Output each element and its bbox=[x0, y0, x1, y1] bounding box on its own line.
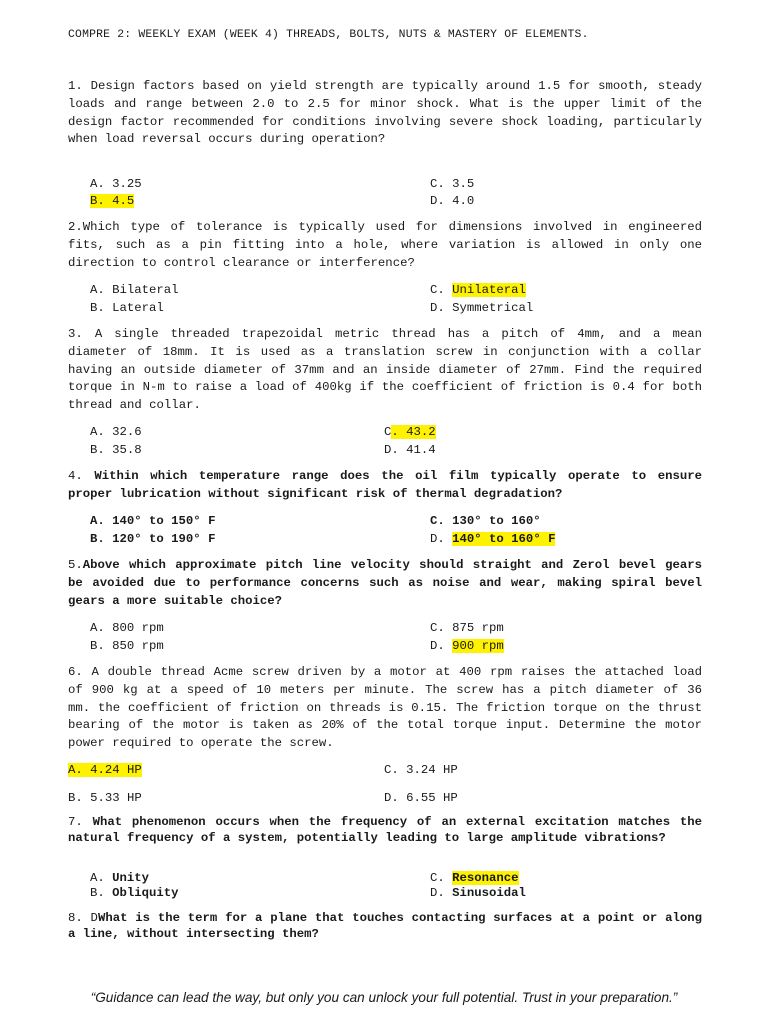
answer-highlight: 900 rpm bbox=[452, 639, 504, 653]
option-prefix: A. bbox=[90, 871, 113, 885]
q7-option-d bbox=[430, 886, 526, 901]
q2-option-a: A. Bilateral bbox=[90, 283, 179, 297]
q5-option-d bbox=[430, 638, 504, 655]
question-3: 3. A single threaded trapezoidal metric thread has a pitch of 4mm, and a mean diameter of 18mm. It is used as a translation screw in conjunction with a collar having an outside diameter of 37mm and an inside diameter of 27mm. Find the required torque in N-m to raise a load of 400kg if the coefficient of friction is 0.4 for both thread and collar. bbox=[68, 327, 702, 413]
question-number: 4. bbox=[68, 469, 83, 483]
question-text: What phenomenon occurs when the frequency of an external excitation matches the natural frequency of a system, potentially leading to large amplitude vibrations? bbox=[68, 815, 702, 845]
option-text: Obliquity bbox=[112, 886, 179, 900]
q7-option-a bbox=[90, 871, 149, 886]
q5-option-a: A. 800 rpm bbox=[90, 621, 164, 635]
answer-highlight: . 43.2 bbox=[391, 425, 436, 439]
q3-option-a: A. 32.6 bbox=[90, 425, 142, 439]
question-text: Within which temperature range does the oil film typically operate to ensure proper lubrication without significant risk of thermal degradation? bbox=[68, 469, 702, 501]
q1-option-c: C. 3.5 bbox=[430, 177, 475, 191]
option-prefix: D. bbox=[430, 886, 453, 900]
page-title: COMPRE 2: WEEKLY EXAM (WEEK 4) THREADS, BOLTS, NUTS & MASTERY OF ELEMENTS. bbox=[68, 29, 589, 41]
q1-option-d: D. 4.0 bbox=[430, 194, 475, 208]
question-number: 5. bbox=[68, 558, 83, 572]
option-prefix: C. bbox=[430, 871, 453, 885]
question-text: Above which approximate pitch line velocity should straight and Zerol bevel gears be avoided due to performance concerns such as noise and wear, making spiral bevel gears a more suitable choice? bbox=[68, 558, 702, 608]
q7-option-c bbox=[430, 871, 519, 886]
option-prefix: C bbox=[384, 425, 392, 439]
q1-option-a: A. 3.25 bbox=[90, 177, 142, 191]
question-4 bbox=[68, 468, 702, 504]
q6-option-b: B. 5.33 HP bbox=[68, 791, 142, 805]
answer-highlight: Resonance bbox=[452, 871, 519, 885]
question-2: 2.Which type of tolerance is typically used for dimensions involved in engineered fits, such as a pin fitting into a hole, where variation is allowed in only one direction to control clearance or interference? bbox=[68, 220, 702, 270]
q4-option-c: C. 130° to 160° bbox=[430, 514, 541, 528]
option-text: Unity bbox=[112, 871, 150, 885]
q3-option-b: B. 35.8 bbox=[90, 443, 142, 457]
option-prefix: D. bbox=[430, 532, 453, 546]
option-prefix: B. bbox=[90, 886, 113, 900]
q4-option-b: B. 120° to 190° F bbox=[90, 532, 216, 546]
q7-option-b bbox=[90, 886, 179, 901]
question-1: 1. Design factors based on yield strength are typically around 1.5 for smooth, steady loads and range between 2.0 to 2.5 for minor shock. What is the upper limit of the design factor recommended for conditions involving severe shock loading, particularly when load reversal occurs during operation? bbox=[68, 79, 702, 147]
q5-option-b: B. 850 rpm bbox=[90, 639, 164, 653]
q3-option-d: D. 41.4 bbox=[384, 443, 436, 457]
answer-highlight: A. 4.24 HP bbox=[68, 763, 142, 777]
answer-highlight: 140° to 160° F bbox=[452, 532, 556, 546]
q3-option-c bbox=[384, 424, 436, 441]
question-5 bbox=[68, 557, 702, 610]
q4-option-a: A. 140° to 150° F bbox=[90, 514, 216, 528]
question-8 bbox=[68, 910, 702, 942]
footer-quote: “Guidance can lead the way, but only you can unlock your full potential. Trust in your preparation.” bbox=[90, 990, 678, 1005]
question-text: What is the term for a plane that touches contacting surfaces at a point or along a line, without intersecting them? bbox=[68, 911, 702, 941]
q6-option-c: C. 3.24 HP bbox=[384, 763, 458, 777]
q6-option-a bbox=[68, 762, 142, 779]
question-number: 7. bbox=[68, 815, 83, 829]
q4-option-d bbox=[430, 531, 555, 548]
q5-option-c: C. 875 rpm bbox=[430, 621, 504, 635]
answer-highlight: Unilateral bbox=[452, 283, 526, 297]
question-6: 6. A double thread Acme screw driven by a motor at 400 rpm raises the attached load of 900 kg at a speed of 10 meters per minute. The screw has a pitch diameter of 36 mm. the coefficient of friction on threads is 0.15. The friction torque on the thrust bearing of the motor is taken as 20% of the total torque input. Determine the motor power required to operate the screw. bbox=[68, 665, 702, 751]
question-number: 8. D bbox=[68, 911, 98, 925]
option-text: Sinusoidal bbox=[452, 886, 526, 900]
option-prefix: C. bbox=[430, 283, 453, 297]
q2-option-d: D. Symmetrical bbox=[430, 301, 534, 315]
q6-option-d: D. 6.55 HP bbox=[384, 791, 458, 805]
q2-option-c bbox=[430, 282, 526, 299]
q1-option-b bbox=[90, 193, 134, 210]
answer-highlight: B. 4.5 bbox=[90, 194, 135, 208]
option-prefix: D. bbox=[430, 639, 453, 653]
q2-option-b: B. Lateral bbox=[90, 301, 164, 315]
question-7 bbox=[68, 815, 702, 846]
